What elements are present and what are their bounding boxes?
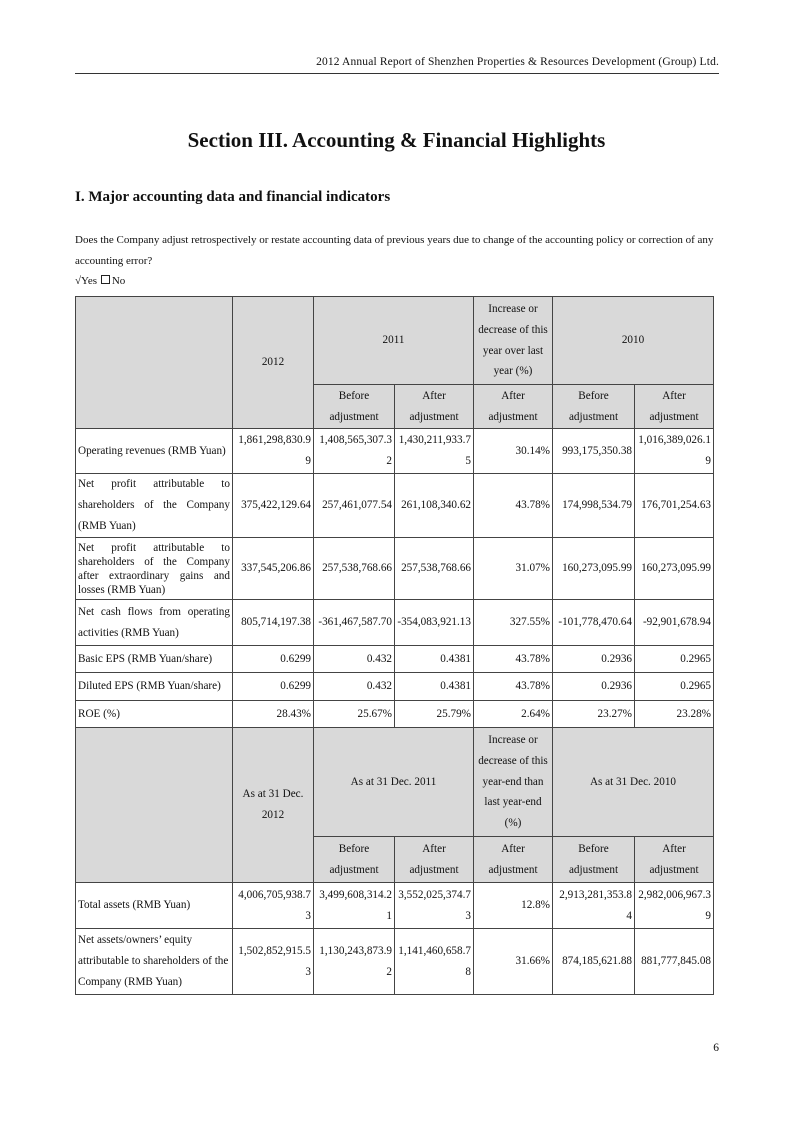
table1-header-blank-cell (76, 297, 233, 429)
value-2010-after: 0.2965 (635, 646, 714, 673)
restatement-question: Does the Company adjust retrospectively or restate accounting data of previous years due to change of the accounting policy or correction of any accounting error? (75, 234, 714, 267)
table2-head-2011-before: Before adjustment (314, 837, 395, 883)
table1-head-2010-before: Before adjustment (553, 385, 635, 429)
value-2010-before: 0.2936 (553, 673, 635, 701)
table2-header-row-1 (76, 728, 714, 837)
table-row (76, 429, 714, 474)
value-change: 43.78% (474, 646, 553, 673)
value-2011-before: -361,467,587.70 (314, 600, 395, 646)
table2-head-increase: Increase or decrease of this year-end than last year-end (%) (474, 728, 553, 837)
value-2010-before: 160,273,095.99 (553, 538, 635, 600)
value-change: 30.14% (474, 429, 553, 474)
value-2012: 337,545,206.86 (233, 538, 314, 600)
value-2011-before: 25.67% (314, 701, 395, 728)
row-label: Net cash flows from operating activities (RMB Yuan) (76, 600, 233, 646)
table-row (76, 646, 714, 673)
value-2011-before: 3,499,608,314.21 (314, 883, 395, 929)
value-change: 31.66% (474, 929, 553, 995)
value-2010-before: 0.2936 (553, 646, 635, 673)
restatement-options (75, 275, 125, 287)
table1-head-change-after: After adjustment (474, 385, 553, 429)
value-2010-before: 2,913,281,353.84 (553, 883, 635, 929)
table1-header-row-1 (76, 297, 714, 385)
table1-head-2010: 2010 (553, 297, 714, 385)
value-2011-after: 0.4381 (395, 646, 474, 673)
table1-head-2011: 2011 (314, 297, 474, 385)
value-2010-before: -101,778,470.64 (553, 600, 635, 646)
value-2010-before: 23.27% (553, 701, 635, 728)
table2-head-2011-after: After adjustment (395, 837, 474, 883)
row-label: ROE (%) (76, 701, 233, 728)
value-2011-before: 1,130,243,873.92 (314, 929, 395, 995)
table-row (76, 883, 714, 929)
table2-head-2010-before: Before adjustment (553, 837, 635, 883)
value-2011-after: -354,083,921.13 (395, 600, 474, 646)
table2-head-2010-after: After adjustment (635, 837, 714, 883)
value-2011-before: 1,408,565,307.32 (314, 429, 395, 474)
table-row (76, 929, 714, 995)
table1-head-2012: 2012 (233, 297, 314, 429)
header-rule (75, 73, 719, 74)
table-row (76, 538, 714, 600)
value-2011-after: 1,430,211,933.75 (395, 429, 474, 474)
table2-head-change-after: After adjustment (474, 837, 553, 883)
row-label: Basic EPS (RMB Yuan/share) (76, 646, 233, 673)
unchecked-box-icon (101, 275, 110, 284)
subheading: I. Major accounting data and financial indicators (75, 189, 391, 205)
value-2011-after: 261,108,340.62 (395, 474, 474, 538)
table1-head-2010-after: After adjustment (635, 385, 714, 429)
value-2011-after: 1,141,460,658.78 (395, 929, 474, 995)
value-2010-after: 176,701,254.63 (635, 474, 714, 538)
value-change: 12.8% (474, 883, 553, 929)
value-2010-before: 874,185,621.88 (553, 929, 635, 995)
table1-head-2011-before: Before adjustment (314, 385, 395, 429)
table1-head-increase: Increase or decrease of this year over last year (%) (474, 297, 553, 385)
page-number: 6 (713, 1042, 719, 1054)
value-2010-before: 993,175,350.38 (553, 429, 635, 474)
table2-head-2012: As at 31 Dec. 2012 (233, 728, 314, 883)
value-2011-before: 257,461,077.54 (314, 474, 395, 538)
value-2012: 0.6299 (233, 646, 314, 673)
row-label: Total assets (RMB Yuan) (76, 883, 233, 929)
row-label: Net profit attributable to shareholders of the Company after extraordinary gains and losses (RMB Yuan) (76, 538, 233, 600)
value-2011-before: 0.432 (314, 646, 395, 673)
row-label: Operating revenues (RMB Yuan) (76, 429, 233, 474)
table-row (76, 673, 714, 701)
section-title: Section III. Accounting & Financial Highlights (187, 128, 606, 152)
value-change: 2.64% (474, 701, 553, 728)
row-label: Diluted EPS (RMB Yuan/share) (76, 673, 233, 701)
value-2011-after: 0.4381 (395, 673, 474, 701)
value-2012: 0.6299 (233, 673, 314, 701)
row-label: Net profit attributable to shareholders of the Company (RMB Yuan) (76, 474, 233, 538)
value-2010-after: 1,016,389,026.19 (635, 429, 714, 474)
value-change: 31.07% (474, 538, 553, 600)
table-row (76, 474, 714, 538)
value-2011-after: 3,552,025,374.73 (395, 883, 474, 929)
value-change: 43.78% (474, 673, 553, 701)
value-2011-before: 0.432 (314, 673, 395, 701)
table2-head-2010: As at 31 Dec. 2010 (553, 728, 714, 837)
value-2011-after: 257,538,768.66 (395, 538, 474, 600)
value-2012: 28.43% (233, 701, 314, 728)
check-mark-icon: √ (75, 275, 82, 287)
value-2012: 375,422,129.64 (233, 474, 314, 538)
value-change: 327.55% (474, 600, 553, 646)
value-2010-after: 2,982,006,967.39 (635, 883, 714, 929)
value-2012: 4,006,705,938.73 (233, 883, 314, 929)
table2-head-2011: As at 31 Dec. 2011 (314, 728, 474, 837)
table1-head-2011-after: After adjustment (395, 385, 474, 429)
value-change: 43.78% (474, 474, 553, 538)
value-2010-after: -92,901,678.94 (635, 600, 714, 646)
value-2010-after: 160,273,095.99 (635, 538, 714, 600)
value-2011-before: 257,538,768.66 (314, 538, 395, 600)
value-2010-after: 881,777,845.08 (635, 929, 714, 995)
value-2012: 1,861,298,830.99 (233, 429, 314, 474)
table-row (76, 701, 714, 728)
running-header: 2012 Annual Report of Shenzhen Properties & Resources Development (Group) Ltd. (316, 56, 719, 68)
value-2011-after: 25.79% (395, 701, 474, 728)
row-label: Net assets/owners’ equity attributable to shareholders of the Company (RMB Yuan) (76, 929, 233, 995)
table2-header-blank-cell (76, 728, 233, 883)
table-row (76, 600, 714, 646)
option-no-label: No (111, 275, 126, 287)
value-2012: 1,502,852,915.53 (233, 929, 314, 995)
option-yes-label: Yes (81, 275, 98, 287)
value-2010-after: 0.2965 (635, 673, 714, 701)
value-2010-before: 174,998,534.79 (553, 474, 635, 538)
value-2010-after: 23.28% (635, 701, 714, 728)
financial-highlights-table (75, 296, 714, 995)
value-2012: 805,714,197.38 (233, 600, 314, 646)
